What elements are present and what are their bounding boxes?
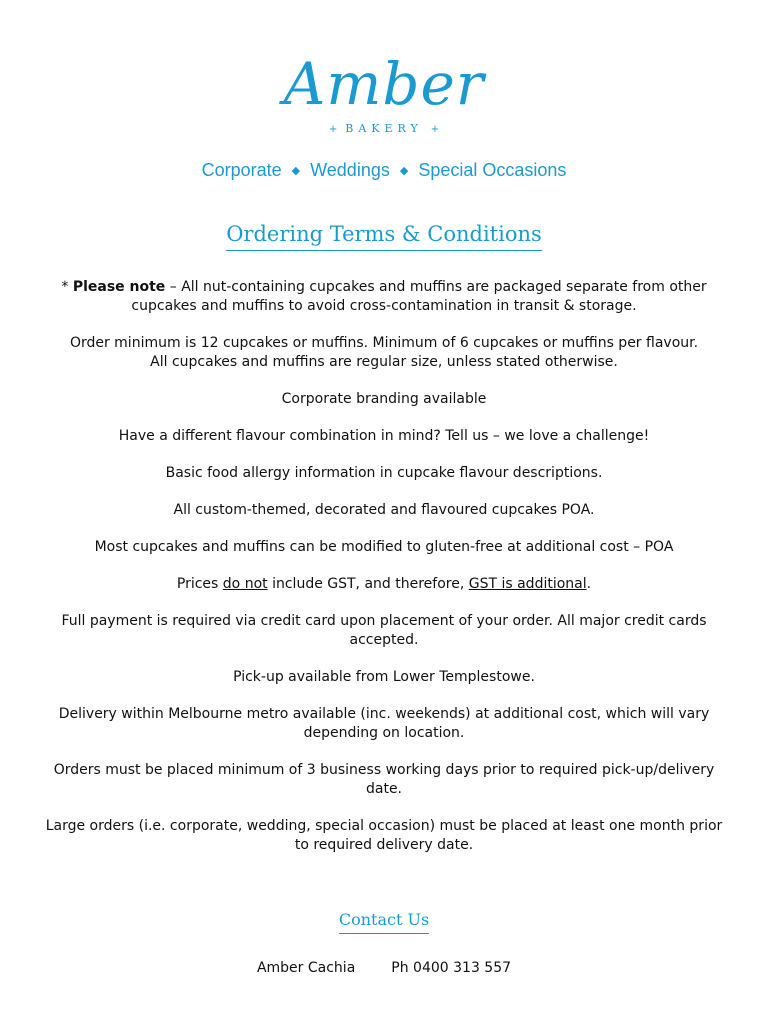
diamond-bullet-icon: ◆ bbox=[291, 165, 301, 177]
term-minimum-line-2: All cupcakes and muffins are regular size, unless stated otherwise. bbox=[150, 354, 618, 370]
note-prefix: * bbox=[61, 279, 73, 295]
term-branding: Corporate branding available bbox=[281, 391, 487, 407]
gst-emphasis-1: do not bbox=[222, 576, 268, 592]
gst-text-2: include GST, and therefore, bbox=[267, 576, 469, 592]
tagline bbox=[0, 160, 768, 181]
gst-text-1: Prices bbox=[176, 576, 223, 592]
page-title bbox=[0, 222, 768, 246]
star-icon: + bbox=[430, 124, 440, 135]
term-flavour: Have a different flavour combination in mind? Tell us – we love a challenge! bbox=[118, 428, 650, 444]
bakery-logo bbox=[0, 52, 768, 135]
contact-details bbox=[0, 960, 768, 976]
term-payment: Full payment is required via credit card upon placement of your order. All major credit cards accepted. bbox=[61, 613, 707, 648]
note-text: – All nut-containing cupcakes and muffins are packaged separate from other cupcakes and muffins to avoid cross-contamination in transit & storage. bbox=[131, 279, 707, 314]
tagline-item: Weddings bbox=[310, 160, 390, 180]
logo-subtitle-text: BAKERY bbox=[345, 122, 423, 135]
star-icon: + bbox=[328, 124, 338, 135]
term-delivery: Delivery within Melbourne metro available (inc. weekends) at additional cost, which will vary depending on location. bbox=[58, 706, 710, 741]
gst-text-3: . bbox=[586, 576, 592, 592]
term-gluten: Most cupcakes and muffins can be modified to gluten-free at additional cost – POA bbox=[94, 539, 674, 555]
term-minimum-line-1: Order minimum is 12 cupcakes or muffins. Minimum of 6 cupcakes or muffins per flavour. bbox=[69, 335, 699, 351]
note-label: Please note bbox=[72, 279, 166, 295]
terms-list bbox=[40, 278, 728, 873]
term-minimum bbox=[40, 334, 728, 372]
term-custom: All custom-themed, decorated and flavoured cupcakes POA. bbox=[173, 502, 595, 518]
contact-phone: Ph 0400 313 557 bbox=[391, 960, 512, 976]
term-gst bbox=[40, 575, 728, 594]
term-pickup: Pick-up available from Lower Templestowe. bbox=[233, 669, 535, 685]
tagline-item: Corporate bbox=[201, 160, 282, 180]
gst-emphasis-2: GST is additional bbox=[468, 576, 587, 592]
contact-name: Amber Cachia bbox=[256, 960, 356, 976]
tagline-item: Special Occasions bbox=[418, 160, 567, 180]
term-large-orders: Large orders (i.e. corporate, wedding, special occasion) must be placed at least one month prior to required delivery date. bbox=[45, 818, 723, 853]
page-title-text: Ordering Terms & Conditions bbox=[226, 222, 542, 251]
term-allergy: Basic food allergy information in cupcake flavour descriptions. bbox=[165, 465, 603, 481]
term-lead-time: Orders must be placed minimum of 3 business working days prior to required pick-up/delivery date. bbox=[53, 762, 715, 797]
contact-heading bbox=[0, 910, 768, 929]
contact-heading-text: Contact Us bbox=[339, 910, 429, 934]
logo-subtitle bbox=[0, 122, 768, 135]
term-note bbox=[40, 278, 728, 316]
logo-wordmark: Amber bbox=[283, 50, 485, 118]
diamond-bullet-icon: ◆ bbox=[399, 165, 409, 177]
